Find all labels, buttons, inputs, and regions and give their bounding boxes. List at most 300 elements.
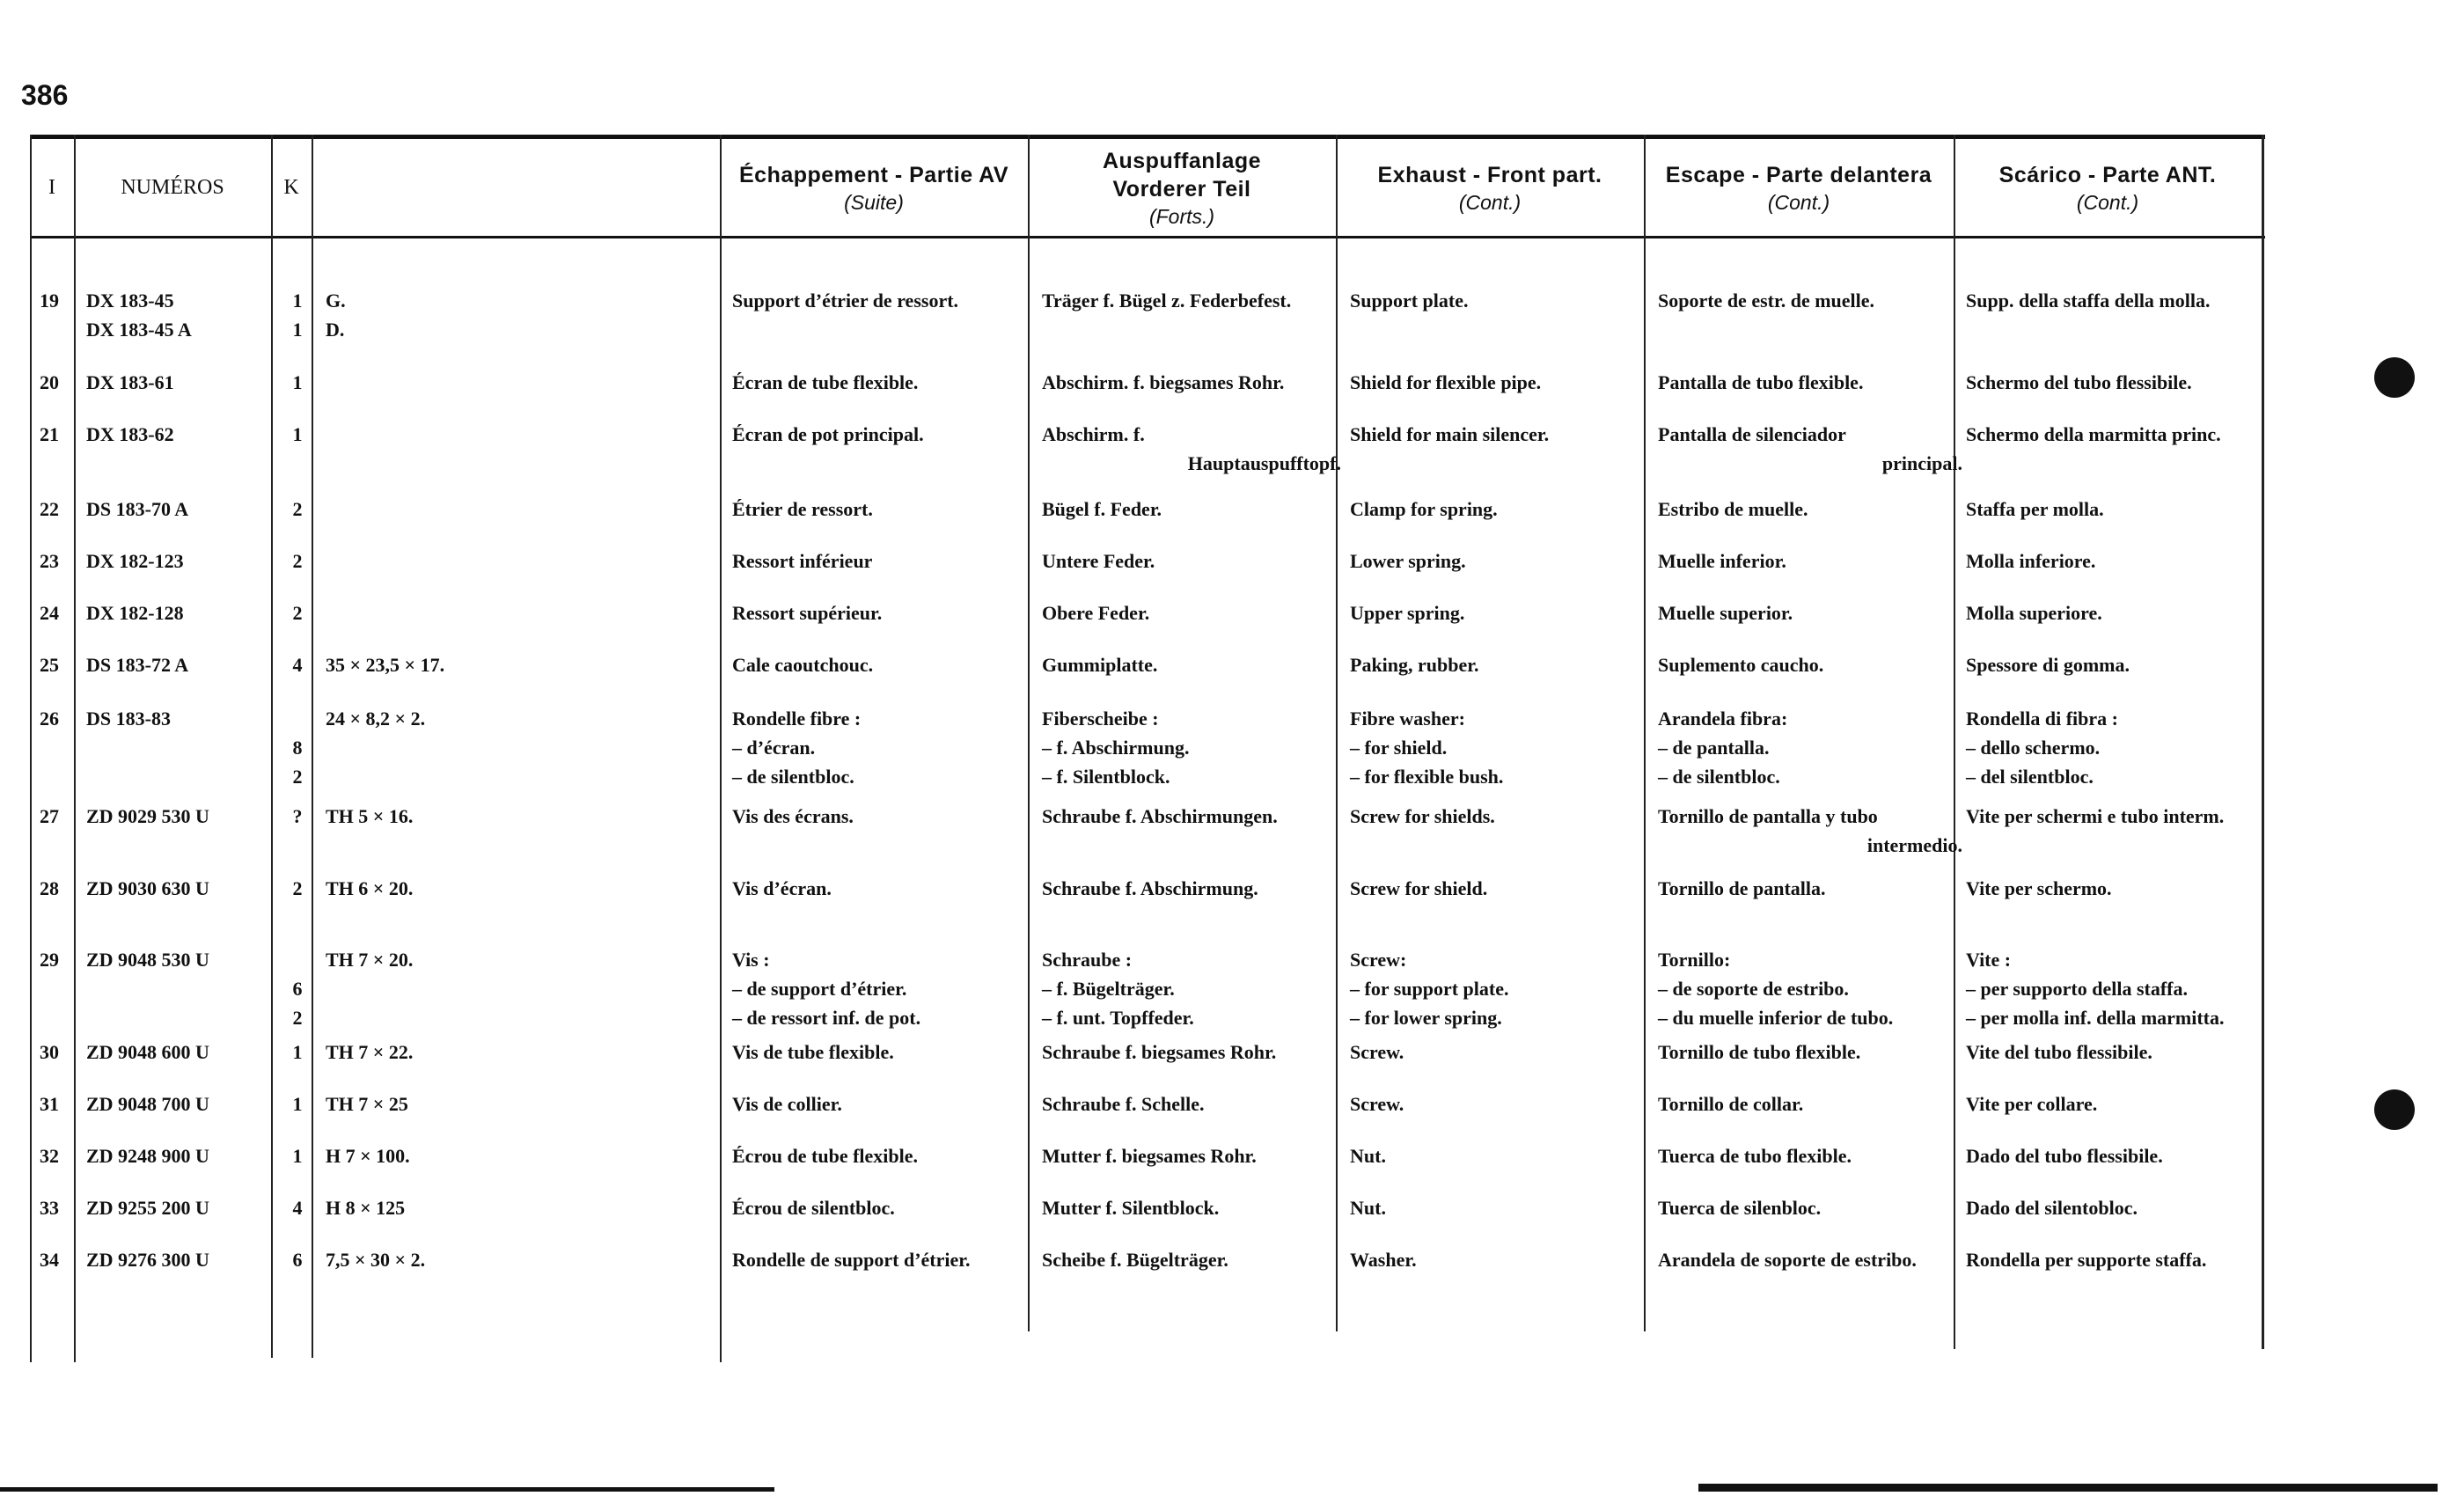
desc-english-cell (1350, 495, 1649, 524)
desc-english: Screw: (1350, 949, 1407, 971)
part-number: ZD 9048 600 U (86, 1041, 209, 1063)
desc-spanish: Soporte de estr. de muelle. (1658, 290, 1875, 312)
desc-english: – for lower spring. (1350, 1007, 1502, 1029)
desc-english-cell (1350, 1245, 1649, 1274)
row-index-cell (32, 1038, 67, 1067)
desc-french: Écran de pot principal. (732, 423, 924, 445)
desc-spanish: principal. (1881, 452, 1962, 474)
quantity: 1 (292, 1145, 303, 1167)
part-number: DS 183-72 A (86, 654, 189, 676)
quantity: 1 (292, 1041, 303, 1063)
desc-italian: Vite per schermi e tubo interm. (1966, 805, 2225, 827)
part-number-cell (86, 802, 297, 831)
desc-english: Screw. (1350, 1041, 1404, 1063)
quantity: ? (292, 805, 303, 827)
quantity: 2 (292, 766, 303, 788)
desc-italian-cell (1966, 420, 2256, 449)
row-index-cell (32, 650, 67, 679)
desc-german: Bügel f. Feder. (1042, 498, 1162, 520)
part-number: ZD 9276 300 U (86, 1249, 209, 1271)
row-index: 34 (40, 1249, 59, 1271)
binder-hole-icon (2374, 1089, 2415, 1130)
quantity-cell (282, 1141, 313, 1170)
desc-spanish-cell (1658, 650, 1962, 679)
header-numbers (74, 142, 271, 234)
desc-french: – d’écran. (732, 737, 816, 759)
desc-italian: Staffa per molla. (1966, 498, 2104, 520)
dimensions-cell (326, 1089, 730, 1118)
desc-german: Abschirm. f. (1042, 423, 1145, 445)
part-number-cell (86, 650, 297, 679)
desc-italian: Vite per schermo. (1966, 877, 2112, 899)
desc-french: Écran de tube flexible. (732, 371, 919, 393)
dimensions: TH 7 × 20. (326, 949, 414, 971)
row-index: 24 (40, 602, 59, 624)
desc-italian-cell (1966, 650, 2256, 679)
part-number: DS 183-70 A (86, 498, 189, 520)
desc-italian: Schermo della marmitta princ. (1966, 423, 2221, 445)
desc-spanish-cell (1658, 286, 1962, 315)
dimensions: 7,5 × 30 × 2. (326, 1249, 426, 1271)
header-german-title-2: Vorderer Teil (1112, 176, 1251, 202)
quantity: 1 (292, 371, 303, 393)
row-index-cell (32, 1245, 67, 1274)
desc-french-cell (732, 650, 1031, 679)
row-index: 33 (40, 1197, 59, 1219)
desc-spanish-cell (1658, 420, 1962, 478)
desc-french-cell (732, 874, 1031, 903)
desc-german: Hauptauspufftopf. (1187, 452, 1341, 474)
quantity: 2 (292, 602, 303, 624)
desc-english: – for support plate. (1350, 978, 1509, 1000)
desc-english-cell (1350, 420, 1649, 449)
header-french (720, 142, 1028, 234)
header-index (30, 142, 74, 234)
desc-french: Rondelle fibre : (732, 708, 862, 730)
header-french-title: Échappement - Partie AV (738, 162, 1009, 187)
desc-german-cell (1042, 945, 1341, 1032)
dimensions: D. (326, 319, 345, 341)
desc-english: Paking, rubber. (1350, 654, 1479, 676)
part-number-cell (86, 546, 297, 576)
row-index: 31 (40, 1093, 59, 1115)
desc-italian-cell (1966, 1245, 2256, 1274)
row-index-cell (32, 420, 67, 449)
quantity-cell (282, 874, 313, 903)
desc-english-cell (1350, 650, 1649, 679)
desc-german: Scheibe f. Bügelträger. (1042, 1249, 1228, 1271)
row-index: 23 (40, 550, 59, 572)
desc-french: – de ressort inf. de pot. (732, 1007, 921, 1029)
part-number-cell (86, 368, 297, 397)
dimensions-cell (326, 1245, 730, 1274)
desc-french: Écrou de tube flexible. (732, 1145, 919, 1167)
quantity-cell (282, 802, 313, 831)
desc-spanish-cell (1658, 1245, 1962, 1274)
desc-french-cell (732, 286, 1031, 315)
desc-french-cell (732, 945, 1031, 1032)
parts-table (30, 135, 2265, 1362)
desc-italian-cell (1966, 945, 2256, 1032)
quantity: 1 (292, 1093, 303, 1115)
desc-english: Screw. (1350, 1093, 1404, 1115)
desc-italian-cell (1966, 1038, 2256, 1067)
desc-english-cell (1350, 1089, 1649, 1118)
desc-german-cell (1042, 368, 1341, 397)
header-bottom-rule (30, 236, 2265, 238)
desc-english: Fibre washer: (1350, 708, 1465, 730)
desc-french-cell (732, 420, 1031, 449)
quantity-cell (282, 1245, 313, 1274)
desc-german-cell (1042, 1038, 1341, 1067)
desc-french-cell (732, 598, 1031, 627)
desc-spanish: intermedio. (1866, 834, 1962, 856)
desc-german-cell (1042, 704, 1341, 791)
dimensions: TH 7 × 22. (326, 1041, 414, 1063)
desc-english: Clamp for spring. (1350, 498, 1498, 520)
row-index-cell (32, 945, 67, 974)
desc-german-cell (1042, 1141, 1341, 1170)
desc-english: Screw for shield. (1350, 877, 1488, 899)
desc-italian: Spessore di gomma. (1966, 654, 2130, 676)
header-english-sub: (Cont.) (1458, 190, 1522, 214)
quantity (282, 945, 313, 974)
header-italian (1954, 142, 2262, 234)
dimensions: H 7 × 100. (326, 1145, 410, 1167)
desc-italian: Schermo del tubo flessibile. (1966, 371, 2192, 393)
desc-english: – for shield. (1350, 737, 1448, 759)
desc-german: Obere Feder. (1042, 602, 1150, 624)
row-index-cell (32, 598, 67, 627)
dimensions-cell (326, 1141, 730, 1170)
desc-spanish-cell (1658, 704, 1962, 791)
desc-german-cell (1042, 546, 1341, 576)
part-number: ZD 9029 530 U (86, 805, 209, 827)
quantity-cell (282, 598, 313, 627)
desc-english-cell (1350, 1141, 1649, 1170)
desc-spanish: Muelle superior. (1658, 602, 1793, 624)
desc-german-cell (1042, 1193, 1341, 1222)
quantity (282, 704, 313, 733)
desc-english-cell (1350, 286, 1649, 315)
quantity-cell (282, 1038, 313, 1067)
desc-french-cell (732, 1193, 1031, 1222)
dimensions: G. (326, 290, 346, 312)
dimensions-cell (326, 650, 730, 679)
desc-italian-cell (1966, 546, 2256, 576)
header-spanish-title: Escape - Parte delantera (1665, 162, 1932, 187)
quantity: 1 (292, 423, 303, 445)
dimensions-cell (326, 802, 730, 831)
header-index-label: I (48, 176, 55, 199)
desc-english: Support plate. (1350, 290, 1469, 312)
dimensions: H 8 × 125 (326, 1197, 406, 1219)
desc-german: Mutter f. Silentblock. (1042, 1197, 1220, 1219)
part-number-cell (86, 704, 297, 733)
quantity-cell (282, 420, 313, 449)
quantity: 8 (292, 737, 303, 759)
part-number: DX 183-45 A (86, 319, 192, 341)
desc-spanish-cell (1658, 1038, 1962, 1067)
desc-italian: Dado del silentobloc. (1966, 1197, 2138, 1219)
desc-german: Schraube f. Abschirmungen. (1042, 805, 1278, 827)
desc-english-cell (1350, 546, 1649, 576)
desc-english-cell (1350, 874, 1649, 903)
header-french-sub: (Suite) (844, 190, 904, 214)
quantity-cell (282, 495, 313, 524)
desc-spanish: – de soporte de estribo. (1658, 978, 1849, 1000)
quantity-cell (282, 704, 313, 791)
desc-italian: Rondella per supporte staffa. (1966, 1249, 2207, 1271)
row-index-cell (32, 1089, 67, 1118)
row-index: 26 (40, 708, 59, 730)
column-divider (74, 135, 76, 1362)
quantity-cell (282, 1193, 313, 1222)
header-german-sub: (Forts.) (1148, 204, 1215, 228)
part-number-cell (86, 874, 297, 903)
desc-italian-cell (1966, 495, 2256, 524)
bottom-rule (0, 1487, 774, 1492)
desc-english: – for flexible bush. (1350, 766, 1504, 788)
part-number-cell (86, 1193, 297, 1222)
dimensions-cell (326, 945, 730, 974)
desc-french: Vis de tube flexible. (732, 1041, 894, 1063)
desc-spanish-cell (1658, 598, 1962, 627)
quantity: 4 (292, 654, 303, 676)
desc-german-cell (1042, 420, 1341, 478)
quantity: 1 (292, 290, 303, 312)
desc-german: Schraube f. Schelle. (1042, 1093, 1205, 1115)
dimensions: TH 7 × 25 (326, 1093, 408, 1115)
desc-spanish: Arandela de soporte de estribo. (1658, 1249, 1917, 1271)
desc-german: – f. Silentblock. (1042, 766, 1170, 788)
dimensions-cell (326, 286, 730, 344)
binder-hole-icon (2374, 357, 2415, 398)
desc-english: Shield for flexible pipe. (1350, 371, 1542, 393)
row-index: 21 (40, 423, 59, 445)
desc-italian-cell (1966, 704, 2256, 791)
desc-italian: – del silentbloc. (1966, 766, 2094, 788)
desc-italian-cell (1966, 874, 2256, 903)
header-k (271, 142, 312, 234)
quantity: 6 (292, 978, 303, 1000)
part-number-cell (86, 945, 297, 974)
row-index: 28 (40, 877, 59, 899)
quantity-cell (282, 1089, 313, 1118)
quantity: 1 (292, 319, 303, 341)
desc-german: – f. unt. Topffeder. (1042, 1007, 1194, 1029)
row-index: 19 (40, 290, 59, 312)
desc-french: – de silentbloc. (732, 766, 854, 788)
quantity: 6 (292, 1249, 303, 1271)
desc-italian: Vite per collare. (1966, 1093, 2098, 1115)
dimensions-cell (326, 1038, 730, 1067)
desc-spanish: Tuerca de silenbloc. (1658, 1197, 1822, 1219)
desc-english: Washer. (1350, 1249, 1417, 1271)
desc-italian-cell (1966, 286, 2256, 315)
quantity-cell (282, 286, 313, 344)
desc-english: Nut. (1350, 1197, 1386, 1219)
desc-french-cell (732, 1089, 1031, 1118)
quantity: 4 (292, 1197, 303, 1219)
desc-german: Untere Feder. (1042, 550, 1155, 572)
desc-french: – de support d’étrier. (732, 978, 907, 1000)
column-divider (30, 135, 32, 1362)
desc-french-cell (732, 704, 1031, 791)
desc-german: Fiberscheibe : (1042, 708, 1159, 730)
desc-german: Abschirm. f. biegsames Rohr. (1042, 371, 1285, 393)
header-numbers-label: NUMÉROS (121, 176, 224, 199)
desc-german-cell (1042, 598, 1341, 627)
part-number-cell (86, 1141, 297, 1170)
desc-english-cell (1350, 598, 1649, 627)
desc-german: – f. Abschirmung. (1042, 737, 1190, 759)
column-divider (2262, 135, 2264, 1349)
part-number-cell (86, 420, 297, 449)
desc-spanish-cell (1658, 1193, 1962, 1222)
page-number: 386 (21, 79, 69, 111)
desc-italian: Vite : (1966, 949, 2012, 971)
desc-italian: Vite del tubo flessibile. (1966, 1041, 2152, 1063)
desc-italian-cell (1966, 598, 2256, 627)
desc-german: Träger f. Bügel z. Federbefest. (1042, 290, 1292, 312)
quantity-cell (282, 650, 313, 679)
desc-english-cell (1350, 945, 1649, 1032)
desc-german-cell (1042, 874, 1341, 903)
desc-spanish: Pantalla de silenciador (1658, 423, 1846, 445)
desc-german-cell (1042, 650, 1341, 679)
row-index-cell (32, 1141, 67, 1170)
desc-french: Rondelle de support d’étrier. (732, 1249, 971, 1271)
desc-spanish: Arandela fibra: (1658, 708, 1788, 730)
desc-german: Schraube : (1042, 949, 1133, 971)
part-number: DX 183-62 (86, 423, 174, 445)
desc-italian: – per supporto della staffa. (1966, 978, 2188, 1000)
dimensions: 35 × 23,5 × 17. (326, 654, 445, 676)
desc-spanish: Tornillo de collar. (1658, 1093, 1804, 1115)
desc-italian-cell (1966, 368, 2256, 397)
desc-english-cell (1350, 368, 1649, 397)
desc-french: Vis des écrans. (732, 805, 854, 827)
desc-german: Mutter f. biegsames Rohr. (1042, 1145, 1257, 1167)
desc-french: Vis d’écran. (732, 877, 832, 899)
part-number-cell (86, 1245, 297, 1274)
desc-italian: Dado del tubo flessibile. (1966, 1145, 2163, 1167)
desc-french: Écrou de silentbloc. (732, 1197, 895, 1219)
header-k-label: K (283, 176, 299, 199)
desc-spanish-cell (1658, 368, 1962, 397)
desc-spanish: Pantalla de tubo flexible. (1658, 371, 1864, 393)
part-number: ZD 9248 900 U (86, 1145, 209, 1167)
desc-french-cell (732, 1038, 1031, 1067)
desc-german-cell (1042, 286, 1341, 315)
quantity-cell (282, 368, 313, 397)
desc-german-cell (1042, 802, 1341, 831)
desc-italian-cell (1966, 1089, 2256, 1118)
desc-italian: Molla inferiore. (1966, 550, 2096, 572)
row-index-cell (32, 368, 67, 397)
desc-german: Schraube f. Abschirmung. (1042, 877, 1258, 899)
desc-spanish: Tornillo de tubo flexible. (1658, 1041, 1861, 1063)
quantity: 2 (292, 877, 303, 899)
desc-german-cell (1042, 1089, 1341, 1118)
desc-spanish: Muelle inferior. (1658, 550, 1786, 572)
desc-spanish-cell (1658, 874, 1962, 903)
row-index: 29 (40, 949, 59, 971)
dimensions-cell (326, 874, 730, 903)
desc-spanish: – de pantalla. (1658, 737, 1770, 759)
header-german-title-1: Auspuffanlage (1102, 148, 1262, 173)
quantity-cell (282, 546, 313, 576)
row-index-cell (32, 495, 67, 524)
desc-french: Ressort supérieur. (732, 602, 883, 624)
desc-spanish-cell (1658, 1141, 1962, 1170)
desc-german: Schraube f. biegsames Rohr. (1042, 1041, 1277, 1063)
part-number: ZD 9255 200 U (86, 1197, 209, 1219)
part-number: ZD 9048 700 U (86, 1093, 209, 1115)
bottom-rule (1698, 1484, 2438, 1492)
header-german (1028, 142, 1336, 234)
row-index-cell (32, 802, 67, 831)
desc-spanish: – de silentbloc. (1658, 766, 1780, 788)
desc-french: Cale caoutchouc. (732, 654, 874, 676)
desc-english: Shield for main silencer. (1350, 423, 1550, 445)
desc-italian-cell (1966, 1193, 2256, 1222)
part-number: DX 183-61 (86, 371, 174, 393)
desc-french: Vis : (732, 949, 770, 971)
desc-italian: Supp. della staffa della molla. (1966, 290, 2211, 312)
desc-spanish: Suplemento caucho. (1658, 654, 1824, 676)
header-italian-title: Scárico - Parte ANT. (1998, 162, 2217, 187)
desc-french-cell (732, 368, 1031, 397)
part-number-cell (86, 495, 297, 524)
desc-french-cell (732, 1141, 1031, 1170)
desc-french: Ressort inférieur (732, 550, 873, 572)
quantity: 2 (292, 498, 303, 520)
row-index-cell (32, 546, 67, 576)
dimensions-cell (326, 1193, 730, 1222)
row-index-cell (32, 704, 67, 733)
row-index: 32 (40, 1145, 59, 1167)
desc-english-cell (1350, 1038, 1649, 1067)
dimensions: TH 6 × 20. (326, 877, 414, 899)
desc-french-cell (732, 546, 1031, 576)
desc-german: Gummiplatte. (1042, 654, 1158, 676)
row-index: 30 (40, 1041, 59, 1063)
desc-english-cell (1350, 1193, 1649, 1222)
dimensions-cell (326, 704, 730, 733)
desc-spanish: Tornillo de pantalla y tubo (1658, 805, 1878, 827)
row-index-cell (32, 286, 67, 315)
row-index: 25 (40, 654, 59, 676)
desc-spanish-cell (1658, 945, 1962, 1032)
desc-english-cell (1350, 802, 1649, 831)
desc-english: Upper spring. (1350, 602, 1465, 624)
desc-spanish-cell (1658, 495, 1962, 524)
header-english-title: Exhaust - Front part. (1377, 162, 1602, 187)
desc-spanish: Tornillo: (1658, 949, 1731, 971)
desc-spanish: – du muelle inferior de tubo. (1658, 1007, 1894, 1029)
part-number: DX 182-123 (86, 550, 184, 572)
row-index-cell (32, 874, 67, 903)
desc-french-cell (732, 495, 1031, 524)
row-index: 22 (40, 498, 59, 520)
row-index: 20 (40, 371, 59, 393)
quantity: 2 (292, 550, 303, 572)
desc-english: Screw for shields. (1350, 805, 1495, 827)
desc-spanish: Tuerca de tubo flexible. (1658, 1145, 1852, 1167)
part-number: DS 183-83 (86, 708, 171, 730)
